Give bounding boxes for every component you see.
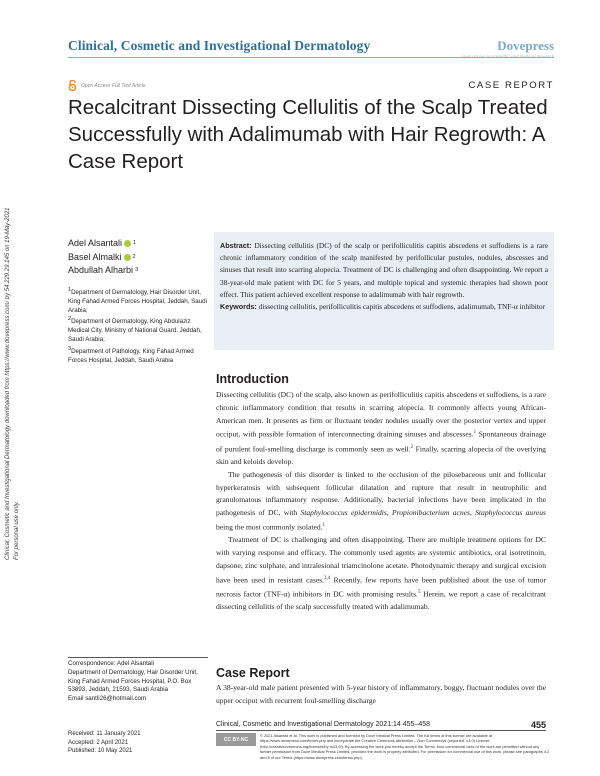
affiliation-text: Department of Dermatology, King Abdulaziz Medical City, Ministry of National Guard, Jeddah, Saudi Arabia; <box>68 318 202 344</box>
correspondence-address: Department of Dermatology, Hair Disorder Unit, King Fahad Armed Forces Hospital, P.O. Box 53893, Jeddah, 21593, Saudi Arabia <box>68 668 198 694</box>
author-affiliation-ref: 2 <box>132 253 136 260</box>
citation-link[interactable]: 5 <box>417 590 421 596</box>
footer-citation[interactable]: Clinical, Cosmetic and Investigational Dermatology 2021:14 455–458 <box>216 721 431 728</box>
open-access-row <box>68 80 146 91</box>
case-report-heading: Case Report <box>216 666 290 680</box>
publisher-tagline: open access to scientific and medical research <box>461 55 554 60</box>
text: Finally, scarring alopecia of the overlying skin and keloids develop. <box>216 444 546 467</box>
affiliation-text: Department of Dermatology, Hair Disorder Unit, King Fahad Armed Forces Hospital, Jeddah, Saudi Arabia; <box>68 289 207 314</box>
keywords-label: Keywords: <box>220 302 257 312</box>
personal-use-note: For personal use only. <box>14 501 20 560</box>
accepted-date: Accepted: 2 April 2021 <box>68 739 129 746</box>
introduction-heading: Introduction <box>216 372 289 386</box>
affiliation-number: 2 <box>68 316 72 323</box>
author-list <box>68 237 138 278</box>
text: Treatment of DC is challenging and often disappointing. There are multiple treatment options for DC with varying response and efficacy. The commonly used agents are systemic antibiotics, oral isotretinoin, dapsone, zinc sulphate, and intralesional triamcinolone acetate. Photodynamic therapy and surgical excision have been used in resistant cases. <box>216 535 546 585</box>
affiliation-text: Department of Pathology, King Fahad Armed Forces Hospital, Jeddah, Saudi Arabia <box>68 347 194 364</box>
text: Dissecting cellulitis (DC) of the scalp, also known as perifolliculitis capitis abscedens et suffodiens, is a rare chronic inflammatory condition that results in scarring alopecia. It commonly affects young African-American men. It presents as firm or fluctuant tender nodules usually over the posterior vertex and upper occiput, with possible formation of interconnecting draining sinuses and abscesses. <box>216 390 546 439</box>
paragraph <box>216 469 546 535</box>
article-title: Recalcitrant Dissecting Cellulitis of the Scalp Treated Successfully with Adalimumab with Hair Regrowth: A Case Report <box>68 96 548 173</box>
introduction-body <box>216 389 546 614</box>
author-name[interactable]: Basel Almalki <box>68 251 122 262</box>
author <box>68 264 138 278</box>
footer-divider <box>216 730 546 731</box>
text: Recently, few reports have been published about the use of tumor necrosis factor (TNF-α) inhibitors in DC with promising results. <box>216 575 546 599</box>
abstract-text: Dissecting cellulitis (DC) of the scalp or perifolliculitis capitis abscedens et suffodiens is a rare chronic inflammatory condition of the scalp manifested by perifollicular pustules, nodules, abscesses and sinuses that result into scarring alopecia. Treatment of DC is challenging and often disappointing. We report a 38-year-old male patient with DC for 5 years, and multiple topical and systemic therapies had shown poor effect. This patient achieved excellent response to adalimumab with hair regrowth. <box>220 241 548 299</box>
case-report-body <box>216 682 546 708</box>
text: Spontaneous drainage of purulent foul-smelling discharge is commonly seen as well. <box>216 429 547 454</box>
affiliation-number: 3 <box>68 345 72 352</box>
received-date: Received: 11 January 2021 <box>68 731 141 737</box>
download-notice <box>4 100 30 560</box>
paragraph: A 38-year-old male patient presented with 5-year history of inflammatory, boggy, fluctuant nodules over the upper occiput with recurrent foul-smelling discharge <box>216 683 546 705</box>
correspondence <box>68 657 208 704</box>
citation-link[interactable]: 1 <box>322 523 326 529</box>
page-number: 455 <box>530 720 546 730</box>
author <box>68 237 138 251</box>
text: being the most commonly isolated. <box>216 522 323 532</box>
affiliations <box>68 286 208 366</box>
text: The pathogenesis of this disorder is linked to the occlusion of the pilosebaceous unit and follicular hyperkeratosis with subsequent follicular dilatation and rupture that result in neutrophilic and granulomatous inflammatory response. Additionally, bacterial infections have been implicated in the pathogenesis of DC, with <box>216 469 546 518</box>
correspondence-label: Correspondence: Adel Alsantali <box>68 660 154 667</box>
citation-link[interactable]: 1 <box>473 430 477 436</box>
license-block <box>216 733 550 760</box>
open-access-icon <box>68 80 77 91</box>
paragraph <box>216 534 546 614</box>
journal-title: Clinical, Cosmetic and Investigational Dermatology <box>68 38 371 53</box>
author-name[interactable]: Adel Alsantali <box>68 238 123 248</box>
abstract <box>220 240 548 301</box>
correspondence-email[interactable]: Email santli26@hotmail.com <box>68 695 147 703</box>
text: Herein, we report a case of recalcitrant dissecting cellulitis of the scalp successfully treated with adalimumab. <box>216 589 546 612</box>
author-affiliation-ref: 1 <box>133 240 137 246</box>
author-affiliation-ref: 3 <box>135 267 139 273</box>
footer <box>216 721 546 730</box>
italic-text: Staphylococcus epidermidis, Propionibacterium acnes, Staphylococcus aureus <box>300 508 546 518</box>
orcid-icon[interactable] <box>124 254 131 261</box>
affiliation <box>68 345 208 366</box>
open-access-label: Open Access Full Text Article <box>81 82 146 89</box>
license-text: © 2021 Alsantali et al. This work is published and licensed by Dove Medical Press Limited. The full terms of this license are available at https://www.dovepress.com/terms.php and incorporate the Creative Commons Attribution – Non Commercial (unported, v3.0) License (http://creativecommons.org/licenses/by-nc/3.0/). By accessing the work you hereby accept the Terms. Non-commercial uses of the work are permitted without any further permission from Dove Medical Press Limited, provided the work is properly attributed. For permission for commercial use of this work, please see paragraphs 4.2 and 5 of our Terms (https://www.dovepress.com/terms.php). <box>260 733 550 760</box>
affiliation-number: 1 <box>68 287 72 293</box>
abstract-label: Abstract: <box>220 241 252 250</box>
author <box>68 251 138 265</box>
affiliation <box>68 286 208 315</box>
publisher-logo[interactable]: Dovepress <box>497 38 554 53</box>
header-divider <box>68 57 554 58</box>
abstract-box <box>214 232 554 350</box>
citation-link[interactable]: 2 <box>410 444 414 450</box>
download-notice-line: Clinical, Cosmetic and Investigational Dermatology downloaded from https://www.dovepress.com/ by 54.229.29.145 on 19-May-2021 <box>5 207 11 560</box>
keywords <box>220 301 548 313</box>
paragraph <box>216 389 546 469</box>
orcid-icon[interactable] <box>124 240 131 247</box>
cc-license-icon[interactable]: CC BY-NC <box>216 733 256 746</box>
article-dates <box>68 730 141 756</box>
affiliation <box>68 315 208 344</box>
keywords-text: dissecting cellulitis, perifolliculitis capitis abscedens et suffodiens, adalimumab, TNF-α inhibitor <box>258 302 546 312</box>
article-type: CASE REPORT <box>468 80 554 91</box>
published-date: Published: 10 May 2021 <box>68 748 133 755</box>
author-name[interactable]: Abdullah Alharbi <box>68 265 134 275</box>
citation-link[interactable]: 3,4 <box>324 575 331 581</box>
